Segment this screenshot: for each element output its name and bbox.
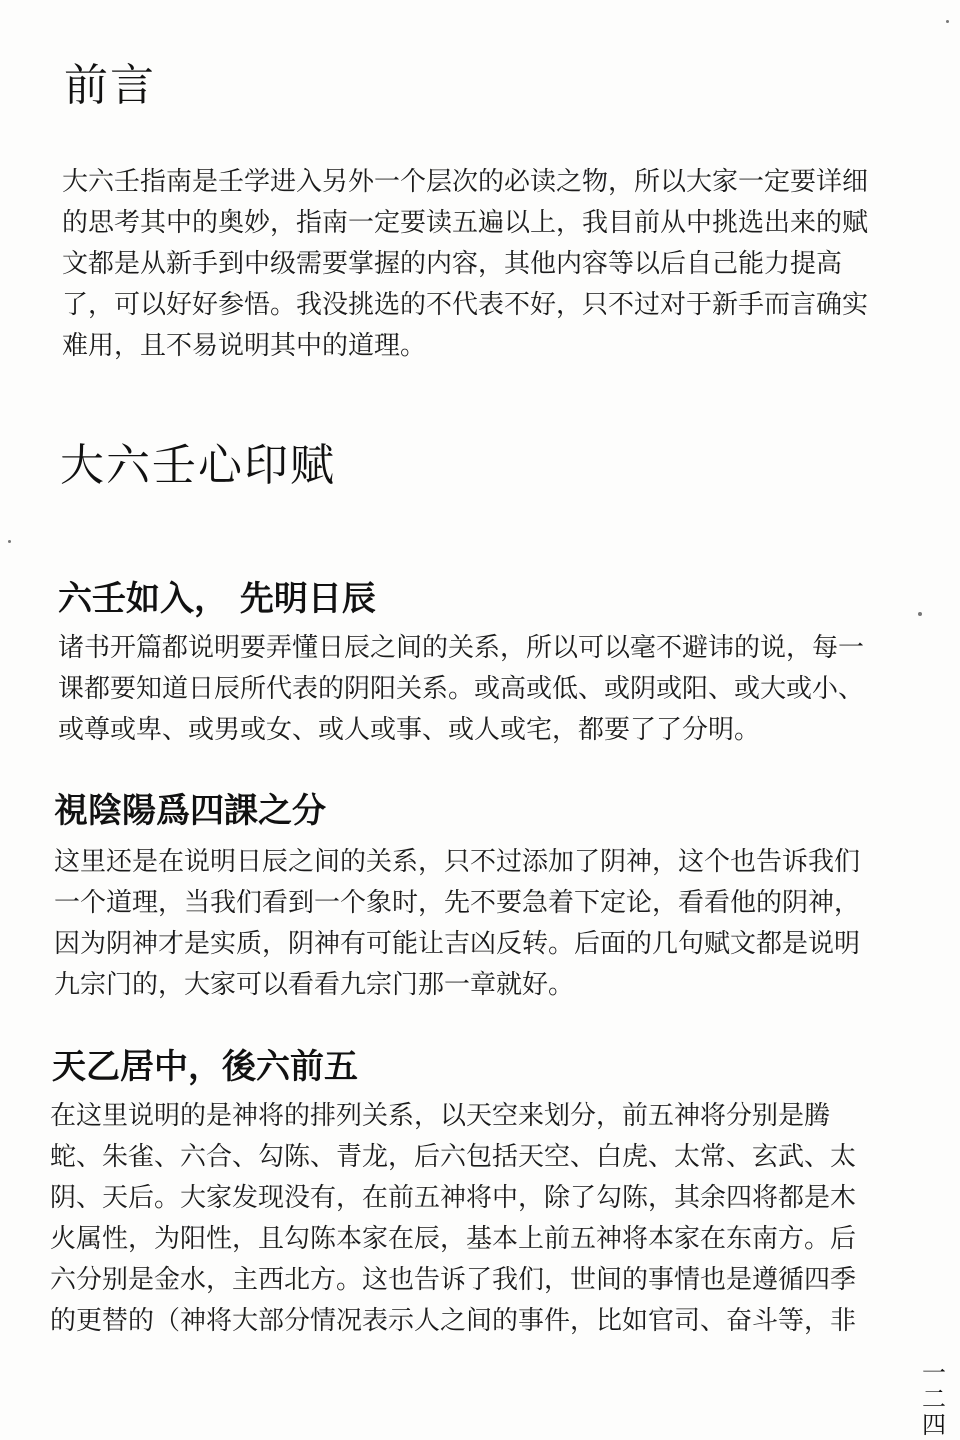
page-number-digit: 一 — [922, 1359, 946, 1387]
section-paragraph — [58, 628, 908, 751]
section-line: 六分别是金水，主西北方。这也告诉了我们，世间的事情也是遵循四季 — [50, 1265, 857, 1295]
section-title: 六壬如入， 先明日辰 — [58, 579, 376, 619]
section-line: 因为阴神才是实质，阴神有可能让吉凶反转。后面的几句赋文都是说明 — [54, 929, 861, 959]
scan-speck — [946, 20, 949, 23]
section-paragraph — [50, 1096, 900, 1342]
section-line: 火属性，为阳性，且勾陈本家在辰，基本上前五神将本家在东南方。后 — [50, 1224, 857, 1254]
section-title: 視陰陽爲四課之分 — [54, 791, 326, 831]
section-line: 在这里说明的是神将的排列关系，以天空来划分，前五神将分别是腾 — [50, 1101, 831, 1131]
section-line: 蛇、朱雀、六合、勾陈、青龙，后六包括天空、白虎、太常、玄武、太 — [50, 1142, 857, 1172]
section-line: 一个道理，当我们看到一个象时，先不要急着下定论，看看他的阴神， — [54, 888, 861, 918]
preface-line: 大六壬指南是壬学进入另外一个层次的必读之物，所以大家一定要详细 — [62, 167, 869, 197]
heading-preface: 前言 — [64, 60, 156, 111]
page-number-digit: 四 — [922, 1411, 946, 1439]
page-number — [914, 1360, 954, 1438]
page-number-digit: 二 — [922, 1385, 946, 1413]
heading-main: 大六壬心印赋 — [60, 440, 336, 491]
section-line: 或尊或卑、或男或女、或人或事、或人或宅，都要了了分明。 — [58, 715, 761, 745]
preface-line: 的思考其中的奥妙，指南一定要读五遍以上，我目前从中挑选出来的赋 — [62, 208, 869, 238]
section-line: 诸书开篇都说明要弄懂日辰之间的关系，所以可以毫不避讳的说，每一 — [58, 633, 865, 663]
preface-line: 难用，且不易说明其中的道理。 — [62, 331, 427, 361]
scan-speck — [918, 612, 922, 616]
section-title: 天乙居中，後六前五 — [52, 1047, 358, 1087]
preface-line: 了，可以好好参悟。我没挑选的不代表不好，只不过对于新手而言确实 — [62, 290, 869, 320]
section-line: 课都要知道日辰所代表的阴阳关系。或高或低、或阴或阳、或大或小、 — [58, 674, 865, 704]
section-line: 的更替的（神将大部分情况表示人之间的事件，比如官司、奋斗等，非 — [50, 1306, 857, 1336]
preface-paragraph — [62, 162, 902, 367]
scan-speck — [8, 540, 11, 543]
section-paragraph — [54, 842, 904, 1006]
section-line: 九宗门的，大家可以看看九宗门那一章就好。 — [54, 970, 575, 1000]
preface-line: 文都是从新手到中级需要掌握的内容，其他内容等以后自己能力提高 — [62, 249, 843, 279]
section-line: 这里还是在说明日辰之间的关系，只不过添加了阴神，这个也告诉我们 — [54, 847, 861, 877]
section-line: 阴、天后。大家发现没有，在前五神将中，除了勾陈，其余四将都是木 — [50, 1183, 857, 1213]
